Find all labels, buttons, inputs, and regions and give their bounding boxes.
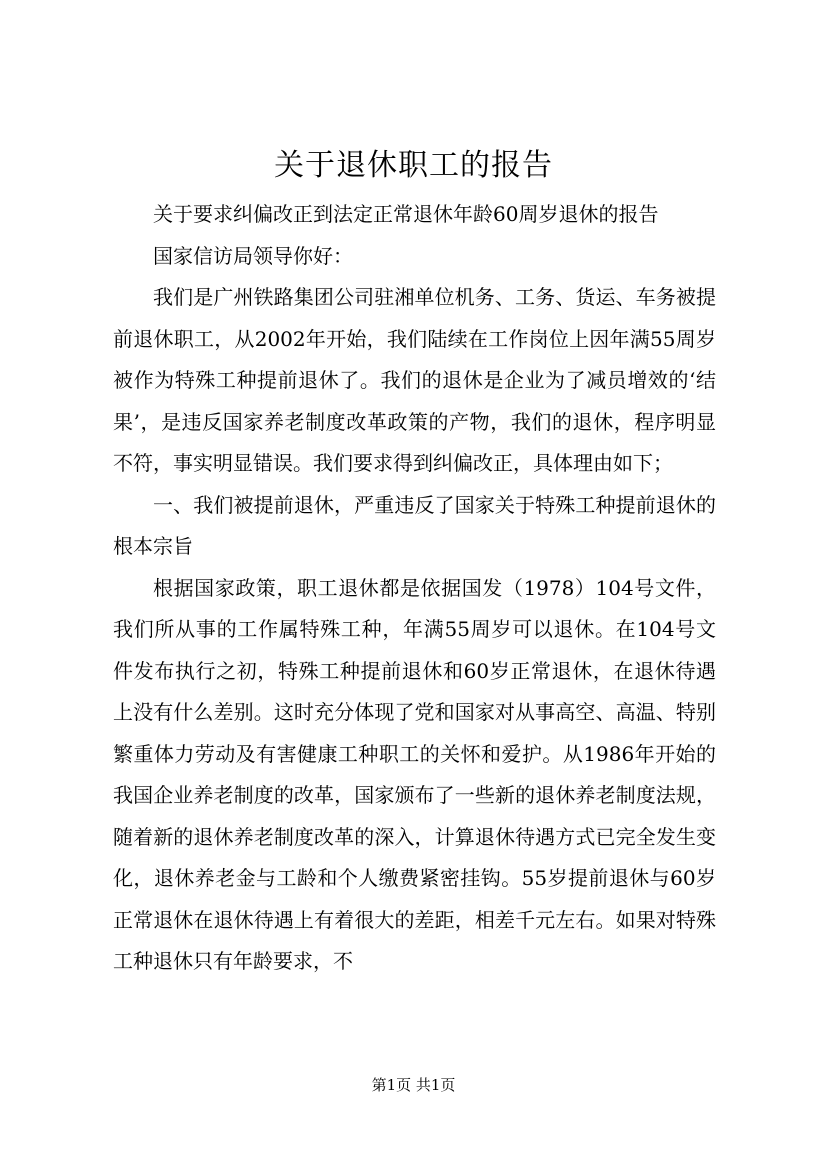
document-title: 关于退休职工的报告 (274, 148, 553, 183)
paragraph-salutation: 国家信访局领导你好： (153, 243, 353, 268)
paragraph-section-heading: 一、我们被提前退休，严重违反了国家关于特殊工种提前退休的根本宗旨 (113, 492, 716, 558)
paragraph-subject: 关于要求纠偏改正到法定正常退休年龄60周岁退休的报告 (153, 202, 659, 226)
document-body (113, 194, 716, 983)
page-footer: 第1页 共1页 (371, 1076, 456, 1094)
paragraph-policy-background: 根据国家政策，职工退休都是依据国发（1978）104号文件，我们所从事的工作属特殊工种，年满55周岁可以退休。在104号文件发布执行之初，特殊工种提前退休和60岁正常退休，在退休待遇上没有什么差别。这时充分体现了党和国家对从事高空、高温、特别繁重体力劳动及有害健康工种职工的关怀和爱护。从1986年开始的我国企业养老制度的改革，国家颁布了一些新的退休养老制度法规，随着新的退休养老制度改革的深入，计算退休待遇方式已完全发生变化，退休养老金与工龄和个人缴费紧密挂钩。55岁提前退休与60岁正常退休在退休待遇上有着很大的差距，相差千元左右。如果对特殊工种退休只有年龄要求，不 (113, 575, 716, 973)
paragraph-introduction: 我们是广州铁路集团公司驻湘单位机务、工务、货运、车务被提前退休职工，从2002年开始，我们陆续在工作岗位上因年满55周岁被作为特殊工种提前退休了。我们的退休是企业为了减员增效的‘结果’，是违反国家养老制度改革政策的产物，我们的退休，程序明显不符，事实明显错误。我们要求得到纠偏改正，具体理由如下； (113, 285, 716, 475)
